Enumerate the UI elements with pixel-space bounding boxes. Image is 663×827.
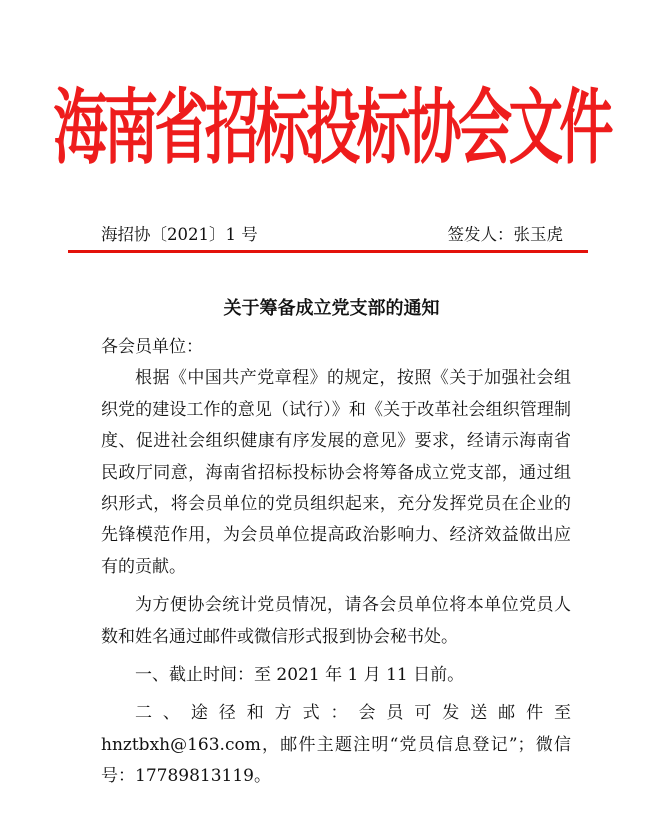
paragraph-3: 一、截止时间：至 2021 年 1 月 11 日前。	[135, 665, 465, 686]
paragraph-2: 为方便协会统计党员情况，请各会员单位将本单位党员人数和姓名通过邮件或微信形式报到协会秘书处。	[101, 595, 571, 647]
masthead-text: 海南省招标投标协会文件	[53, 79, 610, 175]
notice-title: 关于筹备成立党支部的通知	[223, 298, 440, 319]
issuer: 签发人：张玉虎	[447, 225, 563, 244]
document-info-line	[101, 223, 563, 247]
masthead-title	[0, 79, 663, 175]
paragraph-1: 根据《中国共产党章程》的规定，按照《关于加强社会组织党的建设工作的意见（试行）》和《关于改革社会组织管理制度、促进社会组织健康有序发展的意见》要求，经请示海南省民政厅同意，海南省招标投标协会将筹备成立党支部，通过组织形式，将会员单位的党员组织起来，充分发挥党员在企业的先锋模范作用，为会员单位提高政治影响力、经济效益做出应有的贡献。	[101, 368, 571, 577]
red-divider-line	[68, 250, 588, 253]
document-number: 海招协〔2021〕1 号	[101, 225, 258, 244]
salutation: 各会员单位：	[101, 337, 203, 357]
paragraph-4: 二、途径和方式：会员可发送邮件至 hnztbxh@163.com，邮件主题注明“党员信息登记”；微信号：17789813119。	[101, 703, 571, 787]
notice-body	[101, 332, 571, 793]
